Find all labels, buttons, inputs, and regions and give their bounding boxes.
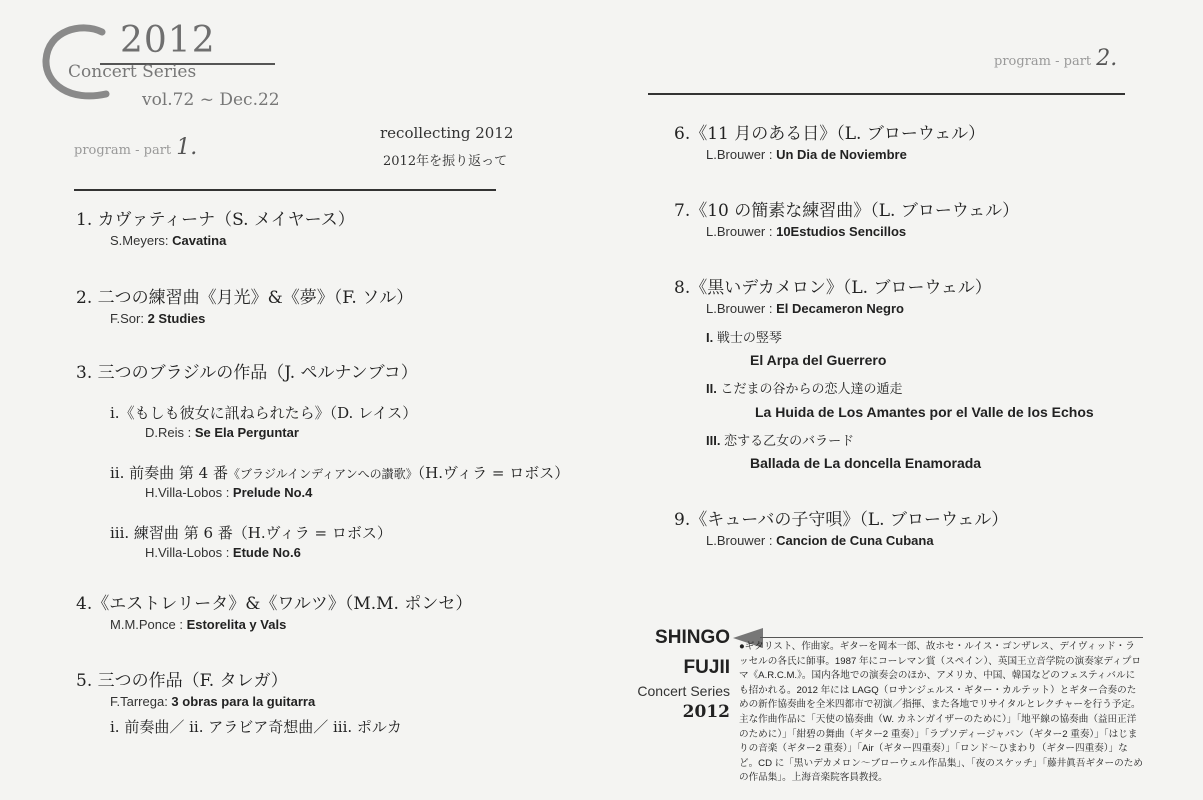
profile-name-1: SHINGO — [655, 627, 730, 648]
item8-movement-3-name: Ballada de La doncella Enamorada — [750, 455, 982, 471]
program-item-5-work: F.Tarrega: 3 obras para la guitarra — [110, 694, 316, 709]
item8-movement-3: III. 恋する乙女のバラード — [706, 433, 855, 448]
item3-sub-i-work: D.Reis : Se Ela Perguntar — [145, 425, 299, 440]
item3-sub-i-title: i.《もしも彼女に訊ねられたら》（D. レイス） — [110, 404, 418, 422]
program-item-9-work: L.Brouwer : Cancion de Cuna Cubana — [706, 533, 934, 548]
item3-sub-iii-work: H.Villa-Lobos : Etude No.6 — [145, 545, 301, 560]
profile-bio: ●ギタリスト、作曲家。ギターを岡本一郎、故ホセ・ルイス・ゴンザレス、デイヴィッド・ラッセルの各氏に師事。1987 年にコーレマン賞（スペイン）、英国王立音学院の演奏家ディプロマ《A.R.C.M.》。国内各地での演奏会のほか、アメリカ、中国、韓国などのフェスティバルにも招かれる。2012 年には LAGQ（ロサンジェルス・ギター・カルテット）とギター合奏のための新作協奏曲を全米四都市で初演／指揮、また各地でリサイタルとレクチャーを行う予定。主な作曲作品に「天使の協奏曲（W. カネンガイザーのために）」「地平線の協奏曲（益田正洋のために）」「紺碧の舞曲（ギター2 重奏）」「ラプソディージャパン（ギター2 重奏）」「はじまりの音楽（ギター2 重奏）」「Air（ギター四重奏）」「ロンド〜ひまわり（ギター四重奏）」など。CD に「黒いデカメロン〜ブローウェル作品集」、「夜のスケッチ」「藤井眞吾ギターのための作品集」。上海音楽院客員教授。 — [739, 641, 1143, 784]
program-item-3-title: 3. 三つのブラジルの作品（J. ペルナンブコ） — [76, 363, 418, 383]
program-part-2-label: program - part 2. — [994, 46, 1118, 71]
item8-movement-1: I. 戦士の竪琴 — [706, 330, 782, 345]
item8-movement-1-name: El Arpa del Guerrero — [750, 352, 887, 368]
program-item-6-work: L.Brouwer : Un Dia de Noviembre — [706, 147, 907, 162]
recollecting-title: recollecting 2012 — [380, 124, 514, 142]
item3-sub-ii-title: ii. 前奏曲 第 4 番《ブラジルインディアンへの讃歌》（H.ヴィラ = ロボス） — [110, 464, 570, 482]
logo-c-mark — [40, 20, 120, 100]
program-item-7-title: 7.《10 の簡素な練習曲》（L. ブローウェル） — [674, 201, 1020, 221]
item3-sub-ii-work: H.Villa-Lobos : Prelude No.4 — [145, 485, 313, 500]
program-item-5-title: 5. 三つの作品（F. タレガ） — [76, 671, 288, 691]
program-item-7-work: L.Brouwer : 10Estudios Sencillos — [706, 224, 907, 239]
program-item-4-title: 4.《エストレリータ》&《ワルツ》（M.M. ポンセ） — [76, 594, 473, 614]
item8-movement-2-name: La Huida de Los Amantes por el Valle de los Echos — [755, 404, 1094, 420]
program-item-4-work: M.M.Ponce : Estorelita y Vals — [110, 617, 287, 632]
program-item-1-title: 1. カヴァティーナ（S. メイヤース） — [76, 210, 355, 230]
profile-name-2: FUJII — [683, 657, 730, 678]
bio-rule — [760, 637, 1143, 638]
program-item-6-title: 6.《11 月のある日》（L. ブローウェル） — [674, 124, 986, 144]
program-item-2-work: F.Sor: 2 Studies — [110, 311, 206, 326]
logo-year: 2012 — [120, 20, 216, 61]
program-item-8-title: 8.《黒いデカメロン》（L. ブローウェル） — [674, 278, 992, 298]
recollecting-jp: 2012年を振り返って — [383, 154, 508, 169]
logo-issue: vol.72 ~ Dec.22 — [142, 90, 280, 110]
logo-series: Concert Series — [68, 62, 197, 82]
profile-year: 2012 — [682, 702, 730, 722]
program-item-9-title: 9.《キューバの子守唄》（L. ブローウェル） — [674, 510, 1009, 530]
program-item-2-title: 2. 二つの練習曲《月光》&《夢》（F. ソル） — [76, 288, 414, 308]
program-part-1-label: program - part 1. — [74, 135, 198, 160]
program-item-5-pieces: i. 前奏曲／ ii. アラビア奇想曲／ iii. ポルカ — [110, 718, 402, 736]
item8-movement-2: II. こだまの谷からの恋人達の遁走 — [706, 381, 903, 396]
program-item-8-work: L.Brouwer : El Decameron Negro — [706, 301, 904, 316]
item3-sub-iii-title: iii. 練習曲 第 6 番（H.ヴィラ = ロボス） — [110, 524, 392, 542]
part2-rule — [648, 93, 1125, 95]
program-item-1-work: S.Meyers: Cavatina — [110, 233, 227, 248]
part1-rule — [74, 189, 496, 191]
profile-series: Concert Series — [637, 683, 730, 699]
